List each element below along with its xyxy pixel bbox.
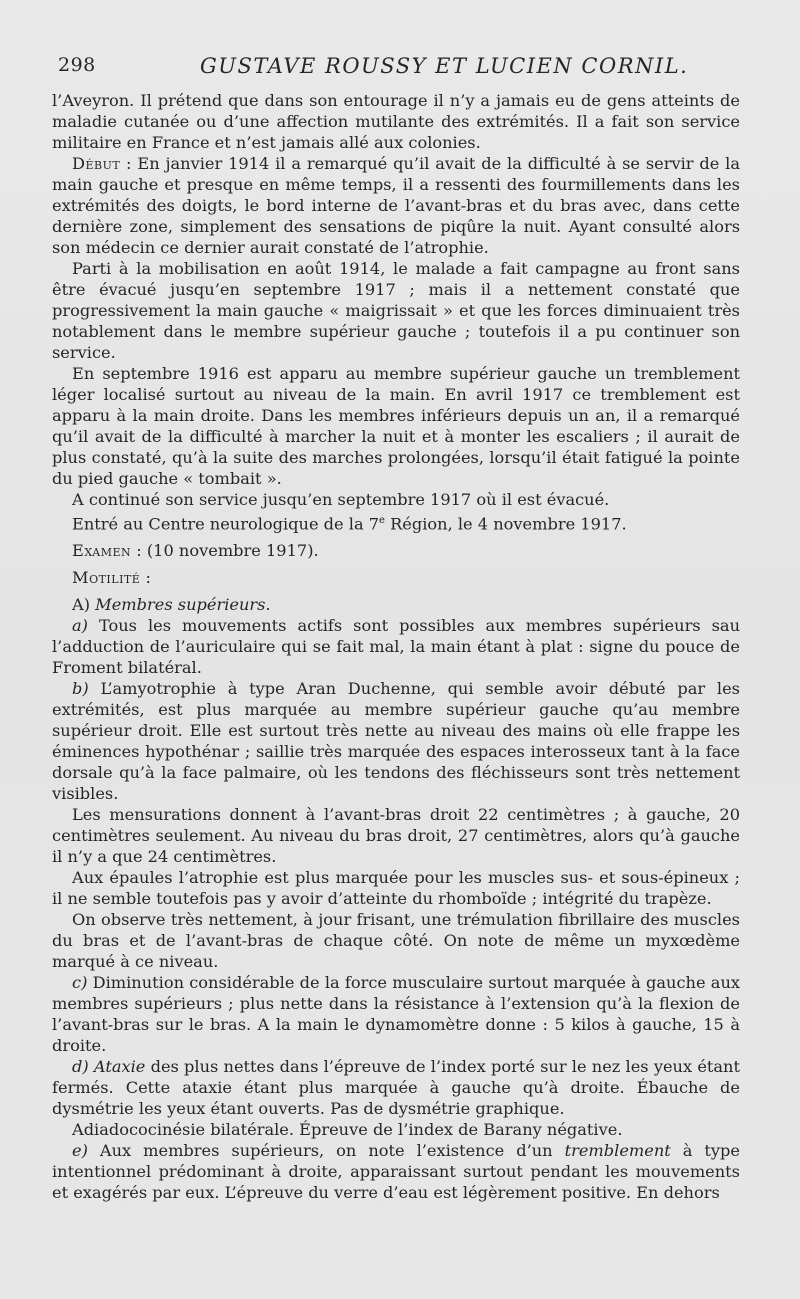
item-d-text: des plus nettes dans l’épreuve de l’index porté sur le nez les yeux étant fermés. Cette ataxie étant plus marquée à gauche qu’à droite. Ébauche de dysmétrie les yeux étant ouverts. Pas de dysmétrie graphique. bbox=[52, 1057, 740, 1119]
motilite-colon: : bbox=[140, 568, 151, 588]
item-e-text-b: à type intentionnel prédominant à droite, apparaissant surtout pendant les mouvements et exagérés par eux. L’épreuve du verre d’eau est légèrement positive. En dehors bbox=[52, 1141, 740, 1203]
debut-label: Début bbox=[72, 154, 121, 173]
section-a-title: Membres supérieurs. bbox=[95, 595, 271, 615]
heading-membres-superieurs bbox=[52, 594, 740, 615]
item-a-letter: a) bbox=[72, 616, 88, 636]
paragraph-trepidation: On observe très nettement, à jour frisant, une trémulation fibrillaire des muscles du bras et de l’avant-bras de chaque côté. On note de même un myxœdème marqué à ce niveau. bbox=[52, 910, 740, 972]
paragraph-debut bbox=[52, 153, 740, 258]
admission-text-a: Entré au Centre neurologique de la 7 bbox=[72, 514, 380, 534]
paragraph-evacuation: A continué son service jusqu’en septembre 1917 où il est évacué. bbox=[72, 490, 610, 509]
item-e-letter: e) bbox=[72, 1141, 88, 1161]
item-e-tremblement: tremblement bbox=[564, 1141, 671, 1161]
item-b-text: L’amyotrophie à type Aran Duchenne, qui semble avoir débuté par les extrémités, est plus marquée au membre supérieur gauche qu’au membre supérieur droit. Elle est surtout très nette au niveau des mains où elle frappe les éminences hypothénar ; saillie très marquée des espaces interosseux tant à la face dorsale qu’à la face palmaire, où les tendons des fléchisseurs sont très nettement visibles. bbox=[52, 679, 740, 804]
item-b bbox=[52, 678, 740, 804]
admission-text-b: Région, le 4 novembre 1917. bbox=[384, 514, 627, 534]
admission-superscript: e bbox=[379, 515, 385, 526]
item-c bbox=[52, 972, 740, 1056]
examen-label: Examen bbox=[72, 541, 132, 561]
item-c-letter: c) bbox=[72, 973, 88, 993]
heading-motilite bbox=[52, 567, 740, 588]
running-title: GUSTAVE ROUSSY ET LUCIEN CORNIL. bbox=[200, 54, 689, 78]
item-e bbox=[52, 1140, 740, 1203]
item-d-letter: d) bbox=[72, 1057, 89, 1077]
section-a-letter: A) bbox=[72, 595, 96, 615]
paragraph-adiadococinesie: Adiadococinésie bilatérale. Épreuve de l’index de Barany négative. bbox=[72, 1120, 623, 1140]
paragraph-admission bbox=[52, 510, 740, 534]
item-c-text: Diminution considérable de la force musculaire surtout marquée à gauche aux membres supérieurs ; plus nette dans la résistance à l’extension qu’à la flexion de l’avant-bras sur le bras. A la main le dynamomètre donne : 5 kilos à gauche, 15 à droite. bbox=[52, 973, 740, 1056]
item-d bbox=[52, 1056, 740, 1119]
motilite-label: Motilité bbox=[72, 568, 141, 588]
paragraph-aveyron: l’Aveyron. Il prétend que dans son entourage il n’y a jamais eu de gens atteints de maladie cutanée ou d’une affection mutilante des extrémités. Il a fait son service militaire en France et n’est jamais allé aux colonies. bbox=[52, 91, 740, 152]
heading-examen bbox=[52, 540, 740, 561]
paragraph-mobilisation: Parti à la mobilisation en août 1914, le malade a fait campagne au front sans être évacué jusqu’en septembre 1917 ; mais il a nettement constaté que progressivement la main gauche « maigrissait » et que les forces diminuaient très notablement dans le membre supérieur gauche ; toutefois il a pu continuer son service. bbox=[52, 259, 740, 362]
paragraph-epaules: Aux épaules l’atrophie est plus marquée pour les muscles sus- et sous-épineux ; il ne semble toutefois pas y avoir d’atteinte du rhomboïde ; intégrité du trapèze. bbox=[52, 868, 740, 909]
page-body bbox=[52, 90, 740, 1203]
item-e-text-a: Aux membres supérieurs, on note l’existence d’un bbox=[87, 1141, 565, 1161]
item-a bbox=[52, 615, 740, 678]
paragraph-mensurations: Les mensurations donnent à l’avant-bras droit 22 centimètres ; à gauche, 20 centimètres seulement. Au niveau du bras droit, 27 centimètres, alors qu’à gauche il n’y a que 24 centimètres. bbox=[52, 805, 740, 867]
paragraph-tremblement-history: En septembre 1916 est apparu au membre supérieur gauche un tremblement léger localisé surtout au niveau de la main. En avril 1917 ce tremblement est apparu à la main droite. Dans les membres inférieurs depuis un an, il a remarqué qu’il avait de la difficulté à marcher la nuit et à monter les escaliers ; il aurait de plus constaté, qu’à la suite des marches prolongées, lorsqu’il était fatigué la pointe du pied gauche « tombait ». bbox=[52, 364, 740, 488]
item-a-text: Tous les mouvements actifs sont possibles aux membres supérieurs sau l’adduction de l’auriculaire qui se fait mal, la main étant à plat : signe du pouce de Froment bilatéral. bbox=[52, 616, 740, 678]
debut-text: : En janvier 1914 il a remarqué qu’il avait de la difficulté à se servir de la main gauche et presque en même temps, il a ressenti des fourmillements dans les extrémités des doigts, le bord interne de l’avant-bras et du bras avec, dans cette dernière zone, simplement des sensations de piqûre la nuit. Ayant consulté alors son médecin ce dernier aurait constaté de l’atrophie. bbox=[52, 154, 740, 257]
examen-date: : (10 novembre 1917). bbox=[131, 541, 319, 561]
item-b-letter: b) bbox=[72, 679, 89, 699]
item-d-ataxie: Ataxie bbox=[88, 1057, 146, 1077]
page-header bbox=[58, 50, 730, 82]
page-number: 298 bbox=[58, 54, 96, 76]
